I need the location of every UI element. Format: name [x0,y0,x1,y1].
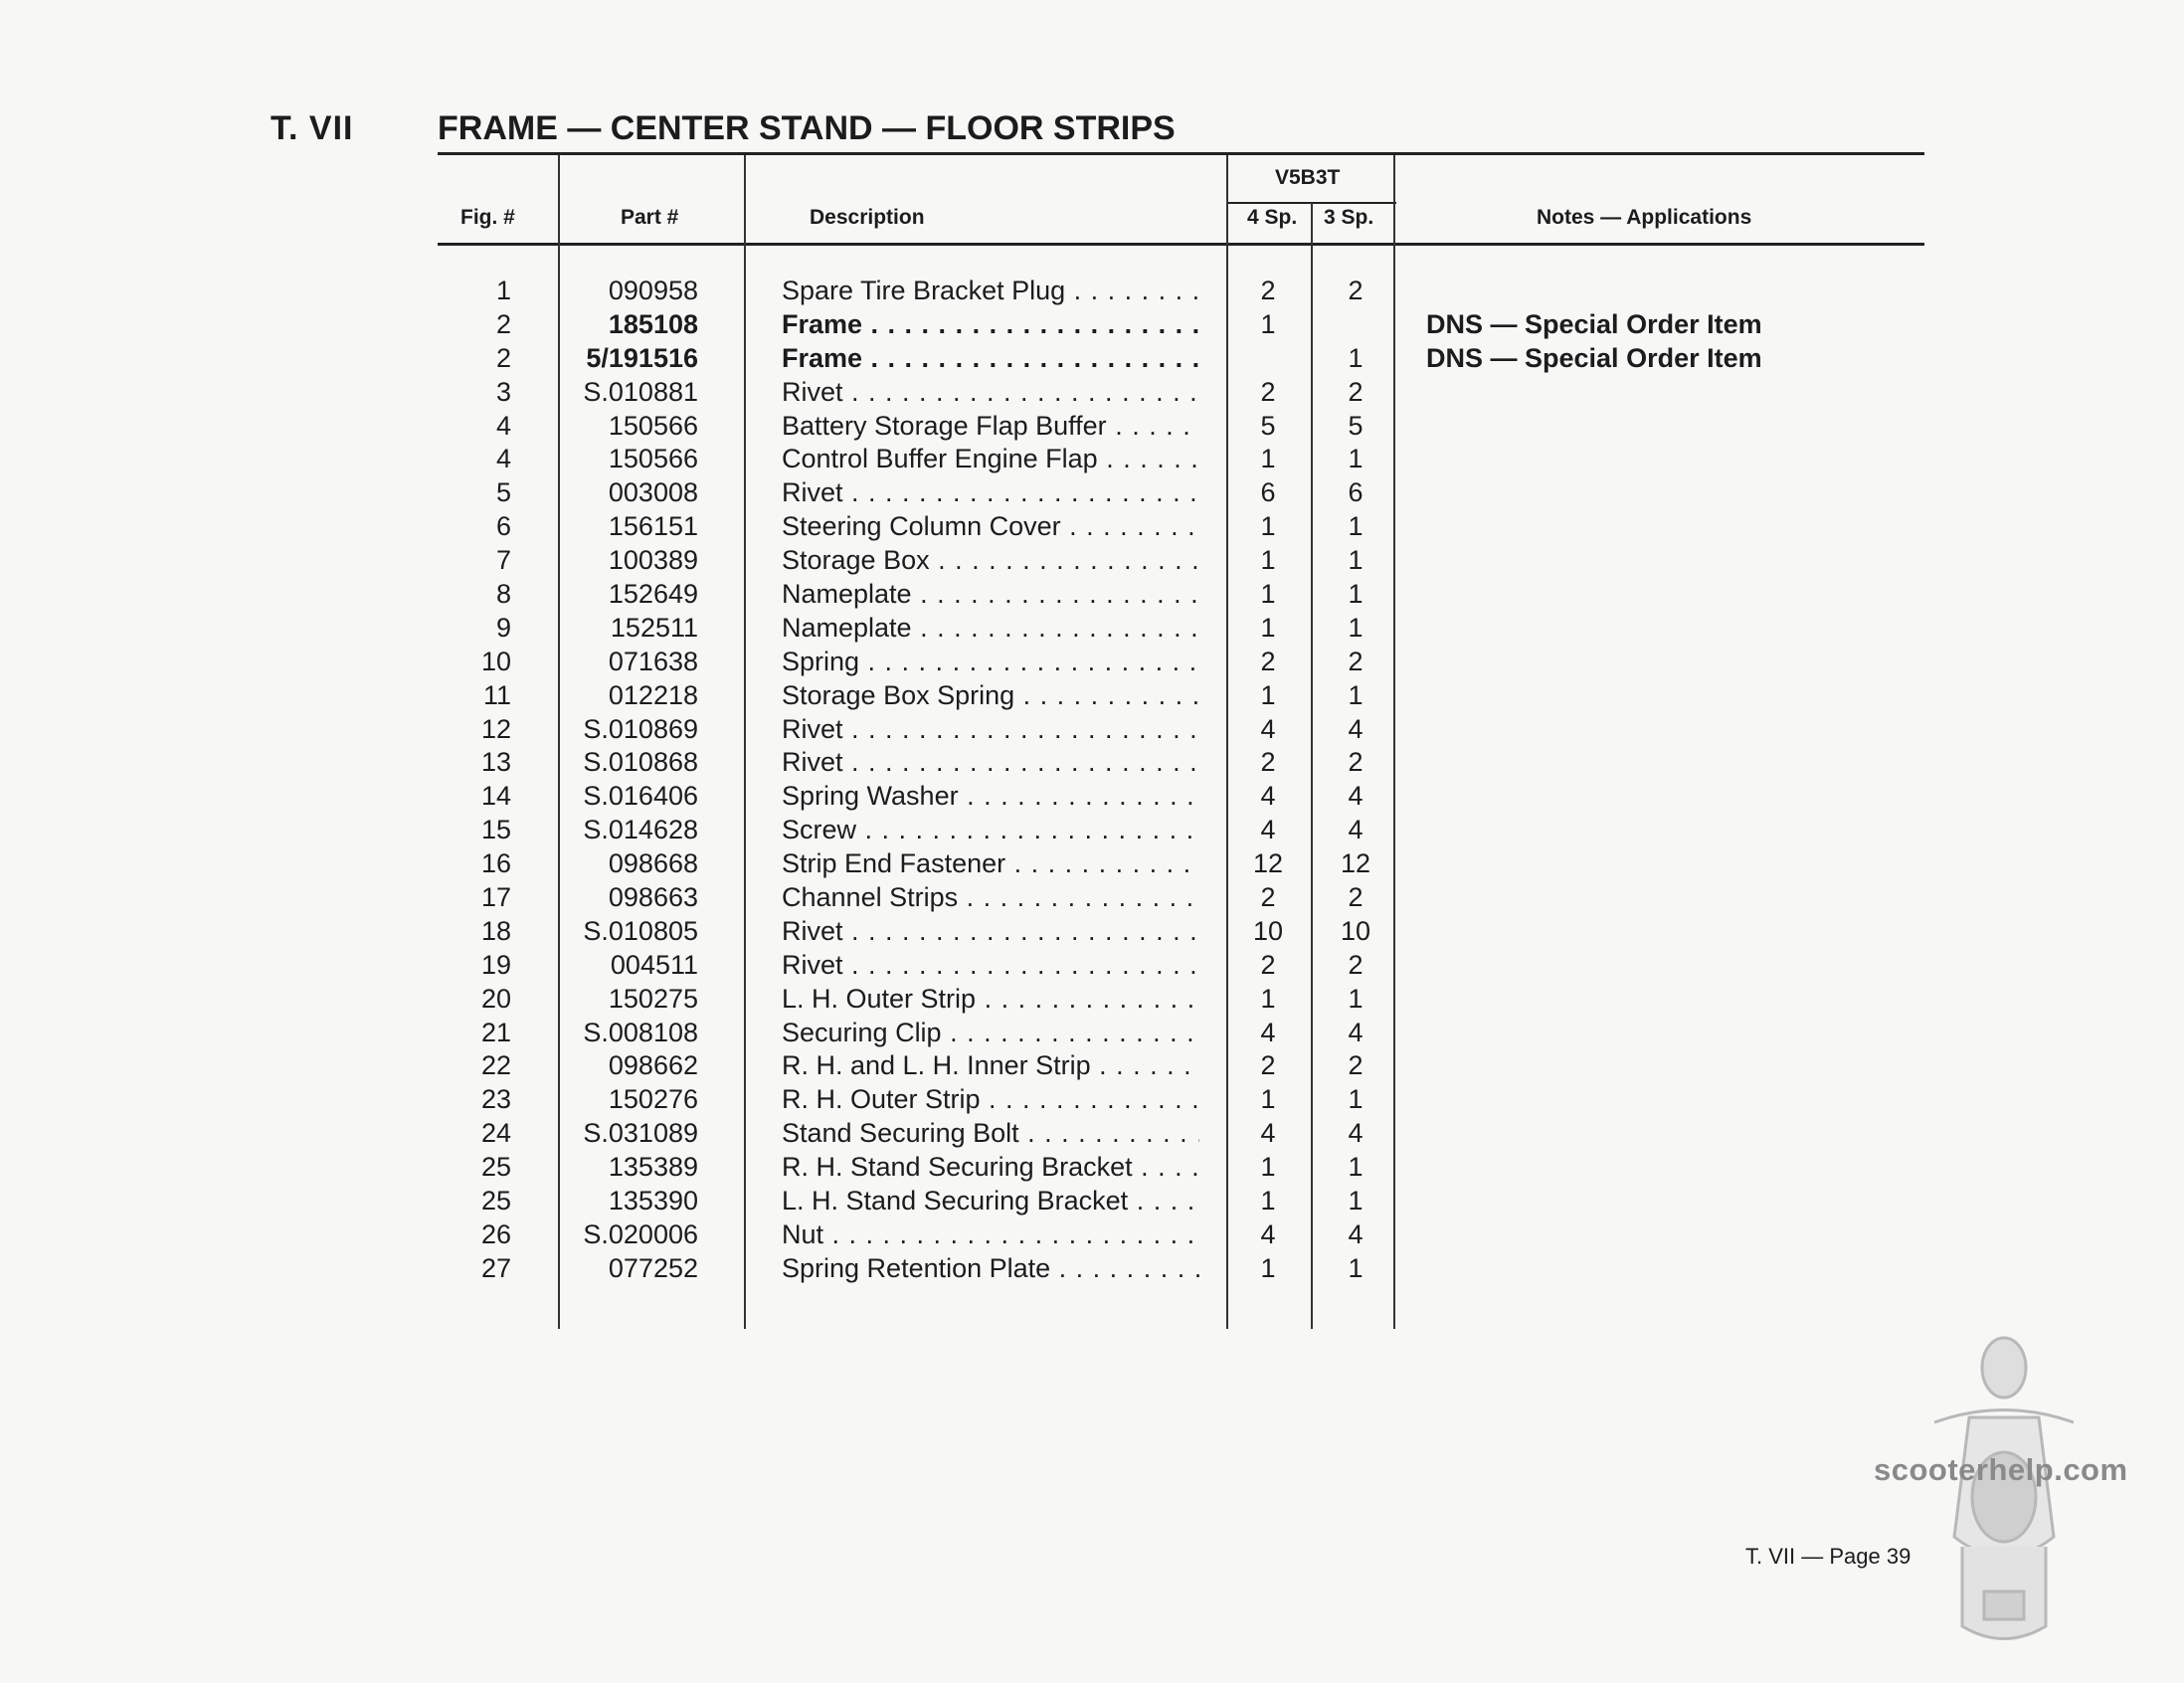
qty-4sp-cell: 4 [1260,713,1276,744]
description-cell: R. H. Outer Strip . . . [782,1084,1199,1115]
table-row [0,1186,2184,1219]
qty-3sp-cell: 2 [1348,646,1364,676]
fig-cell: 23 [480,1084,511,1115]
fig-cell: 13 [480,747,511,778]
part-number-cell: 152649 [608,579,698,610]
col-header-4sp: 4 Sp. [1247,206,1298,229]
part-number-cell: 003008 [608,477,698,508]
fig-cell: 4 [495,444,511,474]
scooter-icon [1914,1328,2093,1656]
description-cell: Securing Clip . . . [782,1018,1199,1048]
qty-4sp-cell: 4 [1260,1118,1276,1149]
qty-3sp-cell: 12 [1340,848,1371,879]
qty-3sp-cell: 4 [1348,781,1364,812]
description-cell: Screw . . . [782,815,1199,845]
table-row [0,377,2184,411]
page-number: T. VII — Page 39 [1745,1544,1911,1569]
qty-4sp-cell: 12 [1252,848,1284,879]
table-row [0,411,2184,445]
description-cell: Rivet . . . [782,916,1199,947]
qty-3sp-cell: 1 [1348,545,1364,576]
description-cell: Rivet . . . [782,477,1199,508]
description-cell: Spring . . . [782,647,1199,677]
fig-cell: 4 [495,410,511,441]
qty-4sp-cell: 2 [1260,949,1276,980]
qty-3sp-cell: 1 [1348,444,1364,474]
table-row [0,579,2184,613]
table-row [0,1152,2184,1186]
table-row [0,309,2184,343]
fig-cell: 2 [495,308,511,339]
qty-4sp-cell: 1 [1260,1152,1276,1183]
qty-4sp-cell: 2 [1260,646,1276,676]
fig-cell: 1 [495,276,511,305]
part-number-cell: 004511 [610,949,698,980]
col-header-notes: Notes — Applications [1537,206,1752,229]
part-number-cell: S.010869 [583,713,698,744]
parts-list [0,276,2184,1287]
fig-cell: 25 [480,1186,511,1216]
title-rule [438,152,1924,155]
header-rule [438,243,1924,246]
col-header-fig: Fig. # [460,206,515,229]
description-cell: Spring Retention Plate . . . [782,1253,1199,1284]
part-number-cell: 152511 [610,612,698,643]
fig-cell: 16 [480,848,511,879]
fig-cell: 15 [480,815,511,845]
qty-3sp-cell: 1 [1348,511,1364,542]
part-number-cell: 090958 [608,276,698,305]
table-row [0,781,2184,815]
table-row [0,680,2184,714]
section-code: T. VII [271,109,354,147]
description-cell: Frame . . . [782,309,1199,340]
part-number-cell: S.008108 [583,1017,698,1047]
part-number-cell: 098663 [608,882,698,913]
part-number-cell: S.010805 [583,915,698,946]
qty-4sp-cell: 1 [1260,983,1276,1014]
table-row [0,511,2184,545]
qty-3sp-cell: 2 [1348,276,1364,305]
table-row [0,1050,2184,1084]
col-header-model: V5B3T [1275,166,1341,189]
part-number-cell: S.031089 [583,1118,698,1149]
part-number-cell: 5/191516 [586,342,698,373]
table-row [0,276,2184,309]
part-number-cell: 071638 [608,646,698,676]
description-cell: Frame . . . [782,343,1199,374]
fig-cell: 17 [480,882,511,913]
table-row [0,984,2184,1018]
table-row [0,815,2184,848]
qty-3sp-cell: 2 [1348,1050,1364,1081]
qty-4sp-cell: 1 [1260,1084,1276,1115]
table-row [0,613,2184,647]
part-number-cell: 150566 [608,410,698,441]
description-cell: R. H. and L. H. Inner Strip . . . [782,1050,1199,1081]
qty-3sp-cell: 2 [1348,882,1364,913]
table-row [0,1018,2184,1051]
part-number-cell: 150275 [608,983,698,1014]
table-row [0,916,2184,950]
description-cell: Nameplate . . . [782,579,1199,610]
fig-cell: 20 [480,983,511,1014]
description-cell: Control Buffer Engine Flap . . . [782,444,1199,474]
table-row [0,1118,2184,1152]
table-row [0,882,2184,916]
qty-3sp-cell: 2 [1348,376,1364,407]
qty-4sp-cell: 1 [1260,545,1276,576]
qty-3sp-cell: 1 [1348,1084,1364,1115]
description-cell: Rivet . . . [782,747,1199,778]
description-cell: Strip End Fastener . . . [782,848,1199,879]
table-row [0,950,2184,984]
description-cell: Spring Washer . . . [782,781,1199,812]
qty-4sp-cell: 4 [1260,815,1276,845]
description-cell: Rivet . . . [782,714,1199,745]
part-number-cell: S.016406 [583,781,698,812]
fig-cell: 14 [480,781,511,812]
description-cell: Nut . . . [782,1219,1199,1250]
part-number-cell: 185108 [608,308,698,339]
qty-4sp-cell: 5 [1260,410,1276,441]
description-cell: L. H. Stand Securing Bracket . . . [782,1186,1199,1216]
table-row [0,1219,2184,1253]
qty-3sp-cell: 2 [1348,949,1364,980]
table-row [0,1084,2184,1118]
qty-4sp-cell: 1 [1260,1252,1276,1283]
qty-4sp-cell: 2 [1260,276,1276,305]
fig-cell: 22 [480,1050,511,1081]
qty-3sp-cell: 2 [1348,747,1364,778]
qty-4sp-cell: 2 [1260,1050,1276,1081]
page-title: FRAME — CENTER STAND — FLOOR STRIPS [438,109,1176,147]
qty-4sp-cell: 1 [1260,511,1276,542]
description-cell: Rivet . . . [782,950,1199,981]
note-cell: DNS — Special Order Item [1426,308,1762,339]
site-watermark: scooterhelp.com [1874,1452,2128,1487]
fig-cell: 10 [480,646,511,676]
qty-4sp-cell: 1 [1260,308,1276,339]
fig-cell: 2 [495,342,511,373]
qty-3sp-cell: 1 [1348,983,1364,1014]
qty-4sp-cell: 1 [1260,444,1276,474]
table-row [0,848,2184,882]
description-cell: Storage Box . . . [782,545,1199,576]
fig-cell: 25 [480,1152,511,1183]
col-header-description: Description [810,206,925,229]
qty-4sp-cell: 1 [1260,679,1276,710]
qty-4sp-cell: 2 [1260,376,1276,407]
table-row [0,444,2184,477]
table-row [0,647,2184,680]
table-row [0,343,2184,377]
qty-4sp-cell: 4 [1260,1218,1276,1249]
description-cell: Battery Storage Flap Buffer . . . [782,411,1199,442]
description-cell: Rivet . . . [782,377,1199,408]
description-cell: Channel Strips . . . [782,882,1199,913]
part-number-cell: 156151 [608,511,698,542]
note-cell: DNS — Special Order Item [1426,342,1762,373]
qty-3sp-cell: 4 [1348,1218,1364,1249]
fig-cell: 21 [480,1017,511,1047]
fig-cell: 3 [495,376,511,407]
qty-3sp-cell: 10 [1340,915,1371,946]
table-row [0,545,2184,579]
fig-cell: 7 [495,545,511,576]
qty-3sp-cell: 1 [1348,342,1364,373]
qty-3sp-cell: 4 [1348,815,1364,845]
qty-3sp-cell: 1 [1348,1152,1364,1183]
fig-cell: 18 [480,915,511,946]
col-header-part: Part # [621,206,679,229]
qty-3sp-cell: 6 [1348,477,1364,508]
fig-cell: 24 [480,1118,511,1149]
table-row [0,747,2184,781]
qty-4sp-cell: 4 [1260,1017,1276,1047]
qty-3sp-cell: 1 [1348,612,1364,643]
part-number-cell: 098668 [608,848,698,879]
part-number-cell: S.020006 [583,1218,698,1249]
description-cell: Stand Securing Bolt . . . [782,1118,1199,1149]
qty-3sp-cell: 1 [1348,579,1364,610]
qty-3sp-cell: 4 [1348,1118,1364,1149]
qty-4sp-cell: 10 [1252,915,1284,946]
col-header-3sp: 3 Sp. [1324,206,1374,229]
part-number-cell: 012218 [608,679,698,710]
qty-4sp-cell: 1 [1260,1186,1276,1216]
table-row [0,477,2184,511]
fig-cell: 12 [480,713,511,744]
qty-3sp-cell: 1 [1348,1186,1364,1216]
part-number-cell: 077252 [608,1252,698,1283]
fig-cell: 5 [495,477,511,508]
qty-3sp-cell: 4 [1348,1017,1364,1047]
part-number-cell: S.010868 [583,747,698,778]
part-number-cell: 100389 [608,545,698,576]
table-row [0,1253,2184,1287]
description-cell: L. H. Outer Strip . . . [782,984,1199,1015]
part-number-cell: 150276 [608,1084,698,1115]
fig-cell: 6 [495,511,511,542]
part-number-cell: 135389 [608,1152,698,1183]
part-number-cell: 098662 [608,1050,698,1081]
part-number-cell: S.014628 [583,815,698,845]
description-cell: R. H. Stand Securing Bracket . . . [782,1152,1199,1183]
description-cell: Nameplate . . . [782,613,1199,644]
qty-3sp-cell: 1 [1348,679,1364,710]
qty-4sp-cell: 1 [1260,579,1276,610]
fig-cell: 11 [482,679,511,710]
qty-4sp-cell: 4 [1260,781,1276,812]
qty-4sp-cell: 2 [1260,747,1276,778]
fig-cell: 8 [495,579,511,610]
part-number-cell: S.010881 [583,376,698,407]
table-row [0,714,2184,748]
qty-3sp-cell: 5 [1348,410,1364,441]
fig-cell: 27 [480,1252,511,1283]
fig-cell: 19 [480,949,511,980]
fig-cell: 26 [480,1218,511,1249]
qty-4sp-cell: 2 [1260,882,1276,913]
fig-cell: 9 [495,612,511,643]
part-number-cell: 150566 [608,444,698,474]
qty-3sp-cell: 4 [1348,713,1364,744]
qty-4sp-cell: 1 [1260,612,1276,643]
part-number-cell: 135390 [608,1186,698,1216]
qty-3sp-cell: 1 [1348,1252,1364,1283]
description-cell: Spare Tire Bracket Plug . . . [782,276,1199,306]
description-cell: Steering Column Cover . . . [782,511,1199,542]
description-cell: Storage Box Spring . . . [782,680,1199,711]
qty-4sp-cell: 6 [1260,477,1276,508]
